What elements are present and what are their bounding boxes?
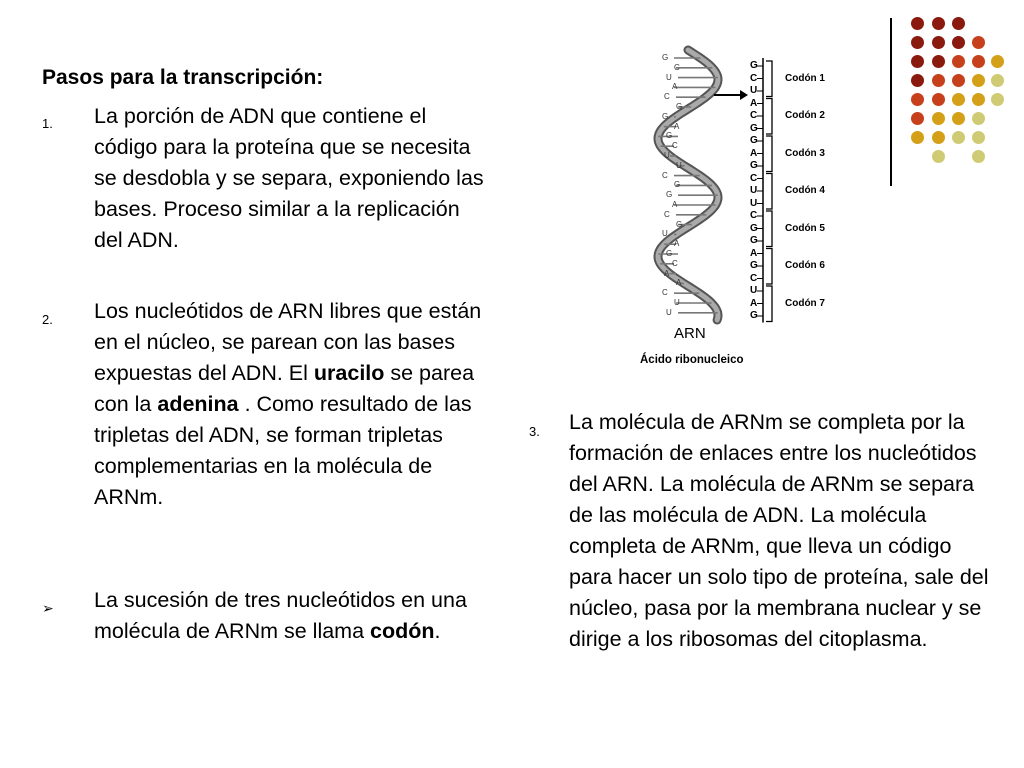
decorative-dot <box>932 74 945 87</box>
codon-bullet-codon: codón <box>370 619 435 643</box>
step-3-marker: 3. <box>529 424 540 439</box>
codon-label: Codón 1 <box>785 72 825 84</box>
codon-bracket <box>766 99 772 135</box>
decorative-dot <box>932 55 945 68</box>
codon-label: Codón 5 <box>785 222 825 234</box>
arrow-bullet-icon: ➢ <box>42 600 54 616</box>
step-2-marker: 2. <box>42 312 53 327</box>
codon-bracket <box>766 249 772 285</box>
step-1-text: La porción de ADN que contiene el código para la proteína que se necesita se desdobla y se separa, exponiendo las bases. Proceso similar a la replicación del ADN. <box>94 104 484 252</box>
codon-bracket <box>766 286 772 322</box>
mrna-base: G <box>750 222 758 234</box>
helix-letter: U <box>662 229 668 239</box>
codon-label: Codón 3 <box>785 147 825 159</box>
helix-letter: G <box>674 180 681 190</box>
mrna-base: A <box>750 147 758 159</box>
decorative-dot <box>911 36 924 49</box>
mrna-base: U <box>750 85 758 96</box>
decorative-dot <box>972 150 985 163</box>
step-3 <box>529 407 999 655</box>
codon-bullet-part-3: . <box>434 619 441 643</box>
codon-bullet <box>42 585 494 647</box>
helix-strand <box>658 50 718 320</box>
mrna-base: G <box>750 135 758 146</box>
helix-letter: U <box>676 160 682 170</box>
mrna-base: G <box>750 60 758 71</box>
helix-letter: A <box>676 278 682 288</box>
decorative-dot <box>952 112 965 125</box>
decorative-dot <box>952 93 965 106</box>
mrna-base: G <box>750 260 758 271</box>
helix-letter: C <box>672 258 678 268</box>
step-1 <box>42 101 494 256</box>
mrna-base: C <box>750 210 758 221</box>
helix-letter: A <box>672 200 678 209</box>
helix-letter: C <box>664 92 670 102</box>
helix-letter: C <box>662 170 668 180</box>
helix-letter: U <box>666 307 672 317</box>
mrna-base: G <box>750 235 758 246</box>
codon-bullet-text <box>94 585 494 647</box>
helix-letter: C <box>664 209 670 219</box>
codon-label: Codón 4 <box>785 185 825 197</box>
mrna-base: U <box>750 185 758 196</box>
mrna-base: C <box>750 272 758 284</box>
helix-letter: G <box>676 219 683 229</box>
decorative-dot <box>911 131 924 144</box>
decorative-dot <box>991 93 1004 106</box>
decorative-dot <box>911 112 924 125</box>
helix-letter: A <box>664 268 670 278</box>
step-2-part-5: . Como resultado de las tripletas del ADN, se forman tripletas complementarias en la molécula de ARNm. <box>94 392 472 509</box>
helix-letter: C <box>672 141 678 151</box>
decorative-dot <box>952 55 965 68</box>
decorative-dot <box>932 93 945 106</box>
decorative-dot <box>972 112 985 125</box>
mrna-base: C <box>750 72 758 84</box>
step-2-part-3: se parea con la <box>94 361 475 416</box>
helix-letter: A <box>674 121 680 131</box>
codon-bracket <box>766 61 772 97</box>
codon-label: Codón 7 <box>785 297 825 309</box>
decorative-dot <box>932 150 945 163</box>
helix-strand-highlight <box>658 50 718 320</box>
step-2-uracilo: uracilo <box>313 361 385 385</box>
decorative-dot <box>952 74 965 87</box>
codon-bullet-part-1: La sucesión de tres nucleótidos en una molécula de ARNm se llama <box>94 588 467 643</box>
decorative-dot <box>932 36 945 49</box>
decorative-dot <box>911 55 924 68</box>
mrna-base: U <box>750 197 758 209</box>
mrna-base: G <box>750 160 758 171</box>
codon-bracket <box>766 174 772 210</box>
helix-letter: G <box>666 131 673 141</box>
step-2-text <box>94 296 494 513</box>
helix-letter: U <box>664 151 670 160</box>
helix-letter: U <box>666 72 672 82</box>
decorative-divider <box>890 18 892 186</box>
mrna-base: G <box>750 310 758 321</box>
mrna-base: A <box>750 297 758 309</box>
decorative-dot <box>932 131 945 144</box>
decorative-dot <box>932 17 945 30</box>
step-1-marker: 1. <box>42 116 53 131</box>
mrna-base: U <box>750 285 758 296</box>
decorative-dot <box>952 17 965 30</box>
decorative-dot <box>932 112 945 125</box>
helix-letter: C <box>662 288 668 298</box>
helix-letter: G <box>662 111 669 121</box>
figure-label-arn: ARN <box>674 325 706 342</box>
step-2-part-1: Los nucleótidos de ARN libres que están en el núcleo, se parean con las bases expuestas del ADN. El <box>94 299 482 385</box>
decorative-dot <box>911 74 924 87</box>
decorative-dot <box>972 131 985 144</box>
step-3-text: La molécula de ARNm se completa por la formación de enlaces entre los nucleótidos del ARN. La molécula de ARNm se separa de las molécula de ADN. La molécula completa de ARNm, que lleva un código para hacer un solo tipo de proteína, sale del núcleo, pasa por la membrana nuclear y se dirige a los ribosomas del citoplasma. <box>569 410 989 651</box>
helix-letter: A <box>672 82 678 92</box>
mrna-base: C <box>750 110 758 121</box>
decorative-dot <box>972 36 985 49</box>
helix-letter: G <box>676 102 683 111</box>
step-2-adenina: adenina <box>157 392 239 416</box>
decorative-dot <box>952 131 965 144</box>
codon-bracket <box>766 211 772 247</box>
helix-letter: C <box>674 62 680 72</box>
mrna-base: C <box>750 172 758 184</box>
decorative-dot <box>972 93 985 106</box>
codon-bracket <box>766 136 772 172</box>
helix-letter: G <box>662 53 669 62</box>
helix-letter: A <box>674 239 680 249</box>
decorative-dot <box>972 74 985 87</box>
codon-label: Codón 6 <box>785 260 825 272</box>
slide-title: Pasos para la transcripción: <box>42 66 324 89</box>
mrna-base: A <box>750 97 758 109</box>
helix-letter: G <box>666 249 673 258</box>
helix-letter: G <box>666 190 673 200</box>
decorative-dot <box>911 93 924 106</box>
decorative-dot <box>911 17 924 30</box>
decorative-dot <box>952 36 965 49</box>
decorative-dot <box>991 74 1004 87</box>
step-2 <box>42 296 494 513</box>
decorative-dot <box>972 55 985 68</box>
figure-caption: Ácido ribonucleico <box>640 354 744 366</box>
arrow-right-icon <box>740 90 748 100</box>
helix-letter: U <box>674 298 680 307</box>
codon-label: Codón 2 <box>785 110 825 122</box>
mrna-base: G <box>750 122 758 134</box>
decorative-dot <box>991 55 1004 68</box>
mrna-base: A <box>750 247 758 259</box>
